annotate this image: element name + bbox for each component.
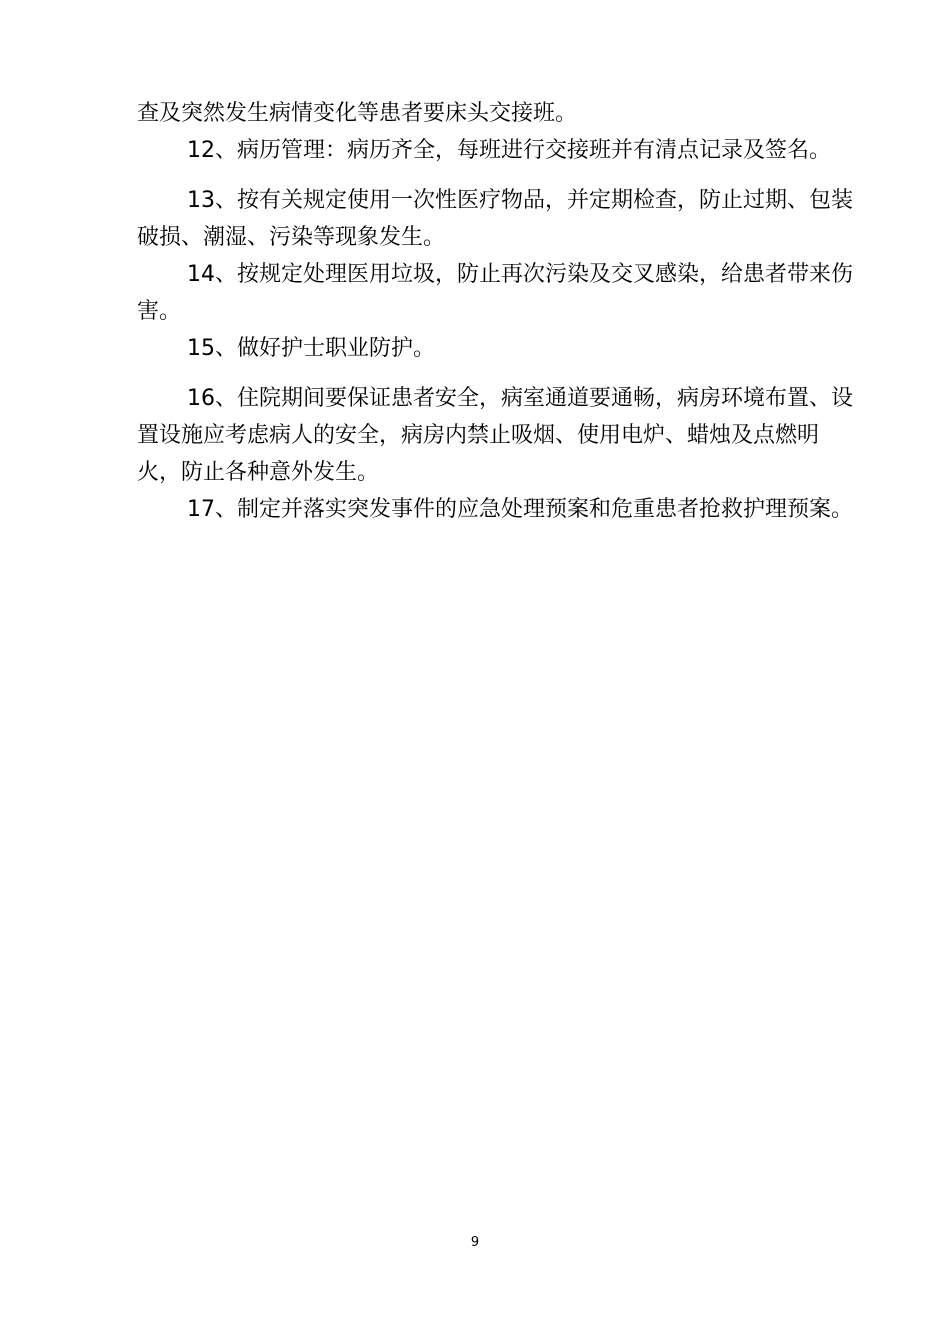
paragraph-item-13: 13、按有关规定使用一次性医疗物品，并定期检查，防止过期、包装破损、潮湿、污染等现象发生。 — [137, 188, 853, 250]
page-number: 9 — [470, 1235, 480, 1250]
paragraph-item-12: 12、病历管理：病历齐全，每班进行交接班并有清点记录及签名。 — [187, 138, 831, 163]
document-body — [137, 95, 859, 528]
paragraph-continuation: 查及突然发生病情变化等患者要床头交接班。 — [137, 101, 578, 126]
paragraph-item-15: 15、做好护士职业防护。 — [187, 336, 435, 361]
paragraph-item-17: 17、制定并落实突发事件的应急处理预案和危重患者抢救护理预案。 — [187, 497, 853, 522]
paragraph-item-16: 16、住院期间要保证患者安全，病室通道要通畅，病房环境布置、设置设施应考虑病人的安全，病房内禁止吸烟、使用电炉、蜡烛及点燃明火，防止各种意外发生。 — [137, 386, 853, 485]
paragraph-item-14: 14、按规定处理医用垃圾，防止再次污染及交叉感染，给患者带来伤害。 — [137, 262, 853, 324]
